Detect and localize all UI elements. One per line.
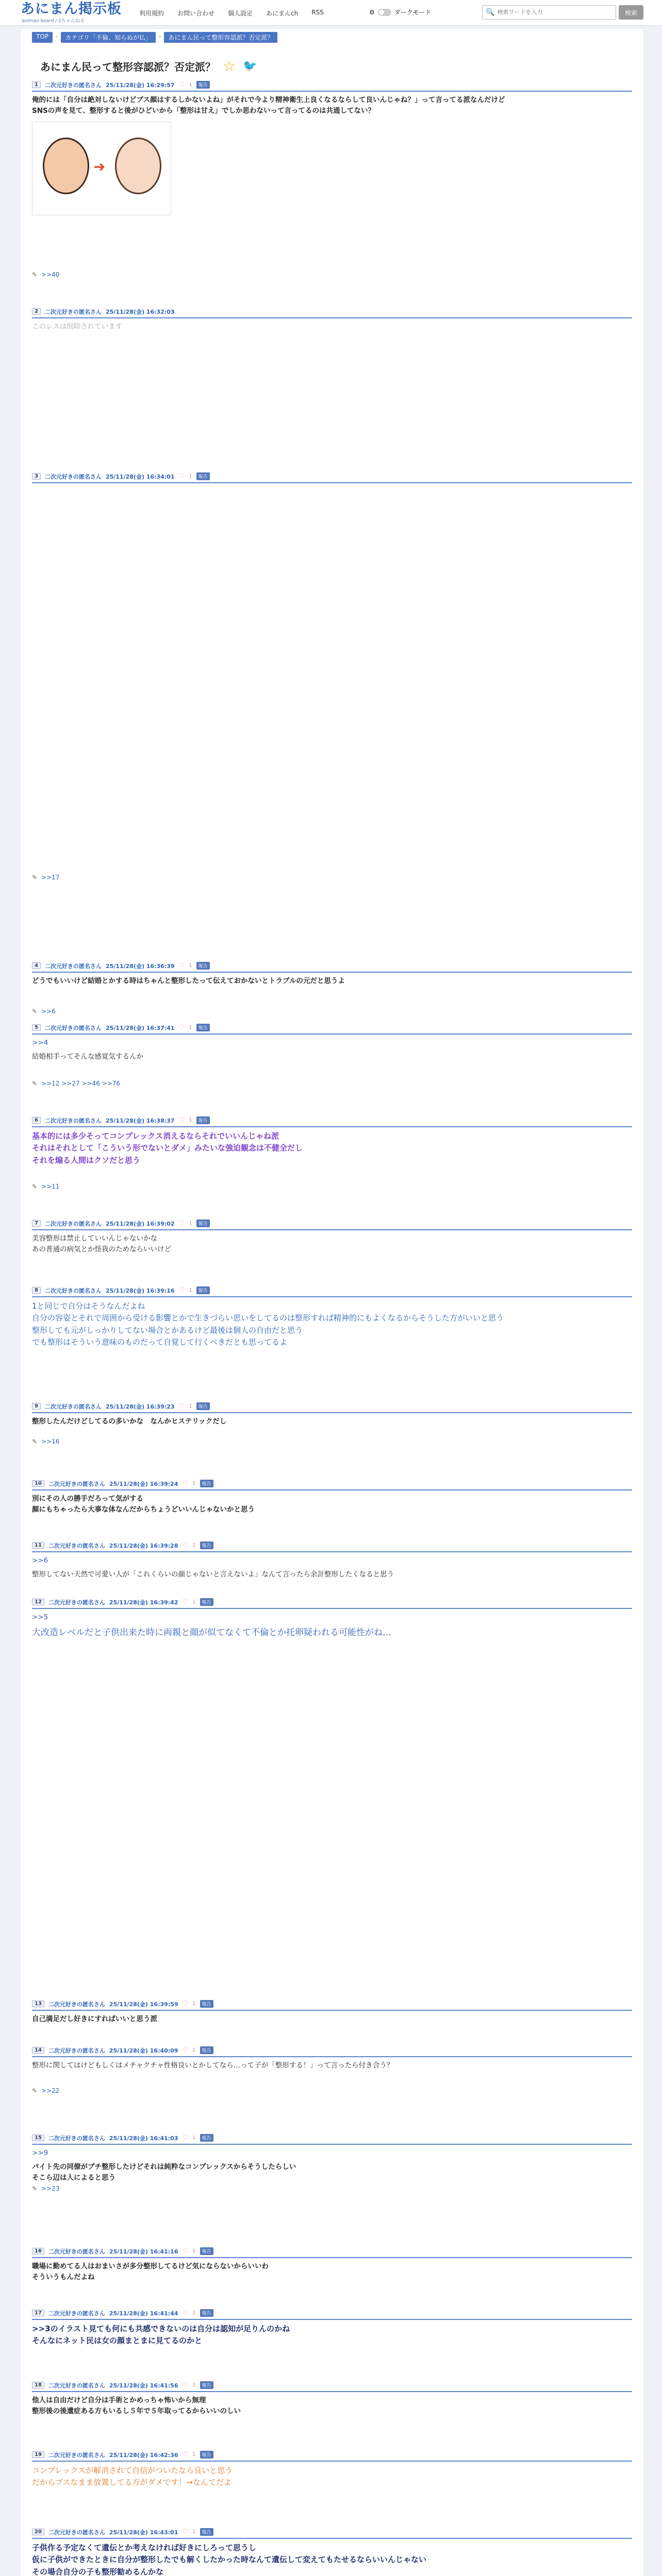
logo-title: あにまん掲示板 (21, 1, 122, 17)
post-header (32, 472, 632, 483)
post-20 (32, 2528, 632, 2576)
post-body: 整形したんだけどしてるの多いかな なんかヒステリックだし (32, 1417, 227, 1426)
post-number[interactable]: 16 (32, 2248, 44, 2255)
like-count: 1 (189, 1025, 192, 1030)
search-box (482, 5, 616, 20)
chevron-right-icon: › (158, 33, 161, 40)
reply-icon[interactable]: ✎ (32, 1438, 38, 1445)
like-count: 1 (189, 1117, 192, 1123)
face-illustration-left (43, 138, 89, 194)
like-count: 1 (189, 1403, 192, 1409)
report-button[interactable]: 報告 (200, 2381, 213, 2389)
heart-icon[interactable]: ♡ (182, 2309, 189, 2317)
post-date: 25/11/28(金) 16:39:28 (109, 1542, 178, 1549)
post-body: >>3のイラスト見ても何にも共感できないのは自分は認知が足りんのかね そんなにネット民は女の顔まとまに見てるのかと (32, 2324, 290, 2346)
report-button[interactable]: 報告 (200, 2247, 213, 2255)
twitter-icon[interactable]: 🐦 (243, 60, 257, 73)
poster-name: 二次元好きの匿名さん (44, 1117, 102, 1124)
nav-settings[interactable]: 個人設定 (228, 10, 253, 17)
reply-icon[interactable]: ✎ (32, 1080, 38, 1087)
heart-icon[interactable]: ♡ (178, 1286, 185, 1294)
breadcrumb-category[interactable]: カテゴリ「不倫、知らぬが仏」 (61, 32, 156, 43)
post-footer (32, 271, 59, 278)
post-body: コンプレックスが解消されて自信がついたなら良いと思う だからブスなまま放置してる方がダメです！→なんてだよ (32, 2466, 233, 2487)
post-footer (32, 874, 59, 881)
poster-name: 二次元好きの匿名さん (48, 1480, 105, 1487)
reply-links[interactable]: >>6 (41, 1008, 56, 1015)
post-body: 美容整形は禁止していいんじゃないかな あの普通の病気とか怪我のためならいいけど (32, 1234, 171, 1253)
reply-icon[interactable]: ✎ (32, 1183, 38, 1190)
post-5 (32, 1023, 632, 1087)
post-date: 25/11/28(金) 16:39:23 (105, 1403, 175, 1410)
post-number[interactable]: 6 (32, 1117, 41, 1124)
post-date: 25/11/28(金) 16:39:02 (105, 1220, 175, 1227)
post-2 (32, 307, 632, 332)
reply-icon[interactable]: ✎ (32, 2185, 38, 2192)
heart-icon[interactable]: ♡ (178, 472, 185, 480)
heart-icon[interactable]: ♡ (182, 2247, 189, 2255)
post-date: 25/11/28(金) 16:41:16 (109, 2248, 178, 2255)
reply-links[interactable]: >>17 (41, 874, 60, 881)
post-date: 25/11/28(金) 16:32:03 (105, 308, 175, 315)
chevron-right-icon: › (56, 33, 58, 40)
heart-icon[interactable]: ♡ (182, 2046, 189, 2054)
post-date: 25/11/28(金) 16:39:42 (109, 1599, 178, 1606)
heart-icon[interactable]: ♡ (182, 1598, 189, 1606)
post-body: 結婚相手ってそんな感覚気するんか (32, 1052, 143, 1061)
like-count: 1 (192, 2529, 196, 2535)
quote-anchor[interactable]: >>9 (32, 2149, 48, 2157)
post-4 (32, 961, 632, 1015)
poster-name: 二次元好きの匿名さん (48, 2001, 105, 2008)
report-button[interactable]: 報告 (196, 962, 210, 970)
post-number[interactable]: 3 (32, 473, 41, 480)
poster-name: 二次元好きの匿名さん (48, 2451, 105, 2459)
heart-icon[interactable]: ♡ (182, 2528, 189, 2536)
poster-name: 二次元好きの匿名さん (48, 2382, 105, 2389)
dark-mode-label: ダークモード (394, 9, 432, 16)
post-header (32, 2528, 632, 2539)
reply-links[interactable]: >>40 (41, 271, 60, 278)
report-button[interactable]: 報告 (200, 1541, 213, 1549)
heart-icon[interactable]: ♡ (178, 1219, 185, 1227)
like-count: 1 (192, 1543, 196, 1548)
like-count: 1 (189, 82, 192, 88)
post-number[interactable]: 14 (32, 2047, 44, 2054)
like-count: 1 (192, 1481, 196, 1486)
post-number[interactable]: 17 (32, 2310, 44, 2316)
post-body: 整形に関してはけどもしくはメチャクチャ性格良いとかしてなら…って子が「整形する！」って言ったら付き合う？ (32, 2061, 394, 2070)
post-header (32, 1598, 632, 1609)
site-logo[interactable] (21, 2, 122, 24)
report-button[interactable]: 報告 (200, 1480, 213, 1487)
heart-icon[interactable]: ♡ (178, 81, 185, 89)
post-header (32, 2046, 632, 2057)
reply-icon[interactable]: ✎ (32, 271, 38, 278)
post-header (32, 2381, 632, 2392)
report-button[interactable]: 報告 (200, 2528, 213, 2536)
post-header (32, 1286, 632, 1297)
report-button[interactable]: 報告 (196, 1219, 210, 1227)
like-count: 1 (192, 2382, 196, 2388)
poster-name: 二次元好きの匿名さん (44, 473, 102, 480)
post-13 (32, 1999, 632, 2025)
heart-icon[interactable]: ♡ (182, 1541, 189, 1549)
post-body: パイト先の同僚がプチ整形したけどそれは純粋なコンプレックスからそうしたらしい そこら辺は人によると思う (32, 2162, 296, 2182)
search-input[interactable] (497, 9, 610, 15)
post-3 (32, 472, 632, 881)
post-date: 25/11/28(金) 16:41:03 (109, 2134, 178, 2142)
reply-icon[interactable]: ✎ (32, 874, 38, 881)
reply-links[interactable]: >>11 (41, 1183, 60, 1190)
post-number[interactable]: 7 (32, 1220, 41, 1227)
like-count: 1 (192, 2452, 196, 2458)
post-date: 25/11/28(金) 16:41:56 (109, 2382, 178, 2389)
post-footer (32, 2185, 59, 2192)
post-body: このレスは削除されています (32, 323, 123, 331)
heart-icon[interactable]: ♡ (178, 1402, 185, 1410)
post-header (32, 2450, 632, 2462)
post-number[interactable]: 11 (32, 1542, 44, 1549)
heart-icon[interactable]: ♡ (182, 2000, 189, 2008)
like-count: 1 (192, 2248, 196, 2254)
site-header (0, 0, 662, 26)
post-1 (32, 80, 632, 278)
post-date: 25/11/28(金) 16:34:01 (105, 473, 175, 480)
post-17 (32, 2309, 632, 2347)
post-number[interactable]: 10 (32, 1480, 44, 1487)
post-number[interactable]: 4 (32, 962, 41, 969)
post-number[interactable]: 1 (32, 81, 41, 88)
post-date: 25/11/28(金) 16:38:37 (105, 1117, 175, 1124)
main-container (21, 29, 643, 2576)
post-date: 25/11/28(金) 16:37:41 (105, 1024, 175, 1031)
post-date: 25/11/28(金) 16:39:24 (109, 1480, 178, 1487)
post-18 (32, 2381, 632, 2417)
report-button[interactable]: 報告 (196, 472, 210, 480)
post-header (32, 2133, 632, 2145)
heart-icon[interactable]: ♡ (178, 962, 185, 970)
poster-name: 二次元好きの匿名さん (44, 81, 102, 89)
like-count: 1 (192, 2001, 196, 2007)
nav-animanch[interactable]: あにまんch (266, 10, 299, 17)
post-header (32, 1116, 632, 1127)
heart-icon[interactable]: ♡ (182, 2381, 189, 2389)
post-body: 1と同じで自分はそうなんだよね 自分の容姿とそれで周囲から受ける影響とかで生きづらい思いをしてるのは整形すれば精神的にもよくなるからそうした方がいいと思う 整形しても元がしっかりしてない場合とかあるけど最後は個人の自由だと思う でも整形はそういう意味のものだって自覚して行くべきだとも思ってるよ (32, 1301, 504, 1347)
post-number[interactable]: 18 (32, 2382, 44, 2388)
post-illustration (32, 122, 171, 215)
arrow-right-icon: ➜ (93, 158, 106, 175)
reply-icon[interactable]: ✎ (32, 1008, 38, 1015)
poster-name: 二次元好きの匿名さん (48, 1599, 105, 1606)
report-button[interactable]: 報告 (196, 1024, 210, 1031)
star-icon[interactable]: ☆ (223, 58, 236, 75)
post-header (32, 1999, 632, 2011)
quote-anchor[interactable]: >>6 (32, 1556, 48, 1565)
report-button[interactable]: 報告 (200, 2134, 213, 2142)
nav-terms[interactable]: 利用規約 (139, 10, 164, 17)
post-header (32, 1219, 632, 1230)
report-button[interactable]: 報告 (196, 81, 210, 89)
post-10 (32, 1479, 632, 1515)
report-button[interactable]: 報告 (196, 1286, 210, 1294)
post-header (32, 307, 632, 318)
heart-icon[interactable]: ♡ (178, 1024, 185, 1031)
like-count: 1 (192, 2135, 196, 2141)
post-footer (32, 1183, 59, 1190)
toggle-switch[interactable] (378, 9, 391, 16)
post-number[interactable]: 2 (32, 308, 41, 315)
post-date: 25/11/28(金) 16:43:01 (109, 2529, 178, 2536)
poster-name: 二次元好きの匿名さん (48, 2134, 105, 2142)
like-count: 1 (192, 2310, 196, 2316)
post-body: 大改造レベルだと子供出来た時に両親と顔が似てなくて不倫とか托卵疑われる可能性がね… (32, 1627, 391, 1638)
post-footer (32, 2087, 59, 2094)
post-header (32, 1023, 632, 1035)
post-header (32, 80, 632, 92)
like-count: 1 (189, 1221, 192, 1226)
poster-name: 二次元好きの匿名さん (48, 2310, 105, 2317)
post-header (32, 1479, 632, 1490)
post-body: 別にその人の勝手だろって気がする 顔にもちゃったら大事な体なんだからちょうどいいんじゃないかと思う (32, 1495, 255, 1514)
gear-icon: ⚙ (369, 8, 375, 16)
nav-contact[interactable]: お問い合わせ (177, 10, 215, 17)
post-number[interactable]: 9 (32, 1403, 41, 1410)
post-number[interactable]: 5 (32, 1024, 41, 1031)
poster-name: 二次元好きの匿名さん (44, 308, 102, 315)
poster-name: 二次元好きの匿名さん (44, 1220, 102, 1227)
like-count: 1 (192, 2047, 196, 2053)
post-body: 子供作る予定なくて遺伝とか考えなければ好きにしろって思うし 仮に子供ができたときに自分が整形したでも解くしたかった時なんて遺伝して変えてもたせるならいいんじゃない その場合自分の子も整形勧めるんかな (32, 2543, 427, 2576)
post-date: 25/11/28(金) 16:39:16 (105, 1287, 175, 1294)
heart-icon[interactable]: ♡ (182, 2134, 189, 2142)
post-number[interactable]: 20 (32, 2529, 44, 2535)
like-count: 1 (192, 1599, 196, 1605)
report-button[interactable]: 報告 (200, 2046, 213, 2054)
post-number[interactable]: 15 (32, 2134, 44, 2141)
poster-name: 二次元好きの匿名さん (44, 1403, 102, 1410)
post-body: 職場に勤めてる人はおまいさが多分整形してるけど気にならないからいいわ そういうもんだよね (32, 2262, 269, 2281)
reply-links[interactable]: >>16 (41, 1438, 60, 1445)
heart-icon[interactable]: ♡ (178, 1116, 185, 1124)
report-button[interactable]: 報告 (196, 1402, 210, 1410)
post-12 (32, 1598, 632, 1639)
post-date: 25/11/28(金) 16:41:44 (109, 2310, 178, 2317)
quote-anchor[interactable]: >>4 (32, 1039, 48, 1047)
post-body: 整形してない天然で可愛い人が「これくらいの顔じゃないと言えないよ」なんて言ったら余計整形したくなると思う (32, 1570, 394, 1579)
poster-name: 二次元好きの匿名さん (48, 1542, 105, 1549)
heart-icon[interactable]: ♡ (182, 1480, 189, 1487)
post-body: 基本的には多少そってコンプレックス消えるならそれでいいんじゃね派 それはそれとして「こういう形でないとダメ」みたいな強迫観念は不健全だし それを煽る人間はクソだと思う (32, 1131, 303, 1165)
logo-subtitle: animan board / 2ちゃんねる (22, 19, 85, 24)
nav-rss[interactable]: RSS (311, 9, 324, 16)
dark-mode-toggle[interactable] (369, 8, 431, 16)
post-body: 俺的には「自分は絶対しないけどブス顔はするしかないよね」がそれで今より精神衛生上良くなるならして良いんじゃね？」って言ってる派なんだけど SNSの声を見て、整形すると後がひどいから「整形は甘え」でしか思わないって言ってるのは共通してない？ (32, 96, 505, 115)
search-icon: 🔍 (486, 8, 495, 16)
post-date: 25/11/28(金) 16:40:09 (109, 2047, 178, 2054)
report-button[interactable]: 報告 (200, 2000, 213, 2008)
post-header (32, 961, 632, 973)
post-date: 25/11/28(金) 16:36:39 (105, 962, 175, 970)
face-illustration-right (115, 138, 161, 194)
heart-icon[interactable]: ♡ (182, 2451, 189, 2459)
post-footer (32, 1008, 56, 1015)
poster-name: 二次元好きの匿名さん (44, 1024, 102, 1031)
poster-name: 二次元好きの匿名さん (48, 2248, 105, 2255)
post-15 (32, 2133, 632, 2192)
post-header (32, 2309, 632, 2320)
post-body: どうでもいいけど結婚とかする時はちゃんと整形したって伝えておかないとトラブルの元だと思うよ (32, 977, 345, 985)
reply-icon[interactable]: ✎ (32, 2087, 38, 2094)
post-header (32, 1541, 632, 1552)
post-date: 25/11/28(金) 16:42:36 (109, 2451, 178, 2459)
post-footer (32, 1080, 120, 1087)
post-header (32, 1402, 632, 1413)
report-button[interactable]: 報告 (200, 2451, 213, 2459)
top-nav (139, 9, 324, 18)
reply-links[interactable]: >>12 >>27 >>46 >>76 (41, 1080, 121, 1087)
reply-links[interactable]: >>22 (41, 2087, 60, 2094)
post-body: 自己満足だし好きにすればいいと思う派 (32, 2015, 157, 2023)
search-button[interactable]: 検索 (619, 5, 643, 20)
report-button[interactable]: 報告 (196, 1116, 210, 1124)
reply-links[interactable]: >>23 (41, 2185, 60, 2192)
thread-title-row (40, 58, 257, 75)
post-footer (32, 1438, 59, 1445)
page-title: あにまん民って整形容認派？否定派？ (40, 61, 216, 73)
post-number[interactable]: 13 (32, 2001, 44, 2007)
report-button[interactable]: 報告 (200, 1598, 213, 1606)
post-number[interactable]: 12 (32, 1599, 44, 1605)
post-date: 25/11/28(金) 16:39:59 (109, 2001, 178, 2008)
like-count: 1 (189, 1287, 192, 1293)
post-8 (32, 1286, 632, 1348)
post-header (32, 2247, 632, 2258)
poster-name: 二次元好きの匿名さん (44, 962, 102, 970)
post-number[interactable]: 19 (32, 2451, 44, 2458)
like-count: 1 (189, 963, 192, 969)
poster-name: 二次元好きの匿名さん (48, 2047, 105, 2054)
breadcrumb (32, 32, 277, 43)
post-body: 他人は自由だけど自分は手術とかめっちゃ怖いから無理 整形後の後遺症ある方もいるし５年で５年取ってるからいいのしい (32, 2396, 241, 2415)
report-button[interactable]: 報告 (200, 2309, 213, 2317)
like-count: 1 (189, 473, 192, 479)
post-date: 25/11/28(金) 16:29:57 (105, 81, 175, 89)
poster-name: 二次元好きの匿名さん (48, 2529, 105, 2536)
breadcrumb-top[interactable]: TOP (32, 32, 53, 43)
post-19 (32, 2450, 632, 2489)
quote-anchor[interactable]: >>5 (32, 1613, 48, 1621)
post-9 (32, 1402, 632, 1445)
post-16 (32, 2247, 632, 2283)
post-number[interactable]: 8 (32, 1287, 41, 1294)
post-7 (32, 1219, 632, 1255)
post-11 (32, 1541, 632, 1580)
post-14 (32, 2046, 632, 2094)
breadcrumb-thread[interactable]: あにまん民って整形容認派？否定派？ (164, 32, 277, 43)
poster-name: 二次元好きの匿名さん (44, 1287, 102, 1294)
post-6 (32, 1116, 632, 1190)
